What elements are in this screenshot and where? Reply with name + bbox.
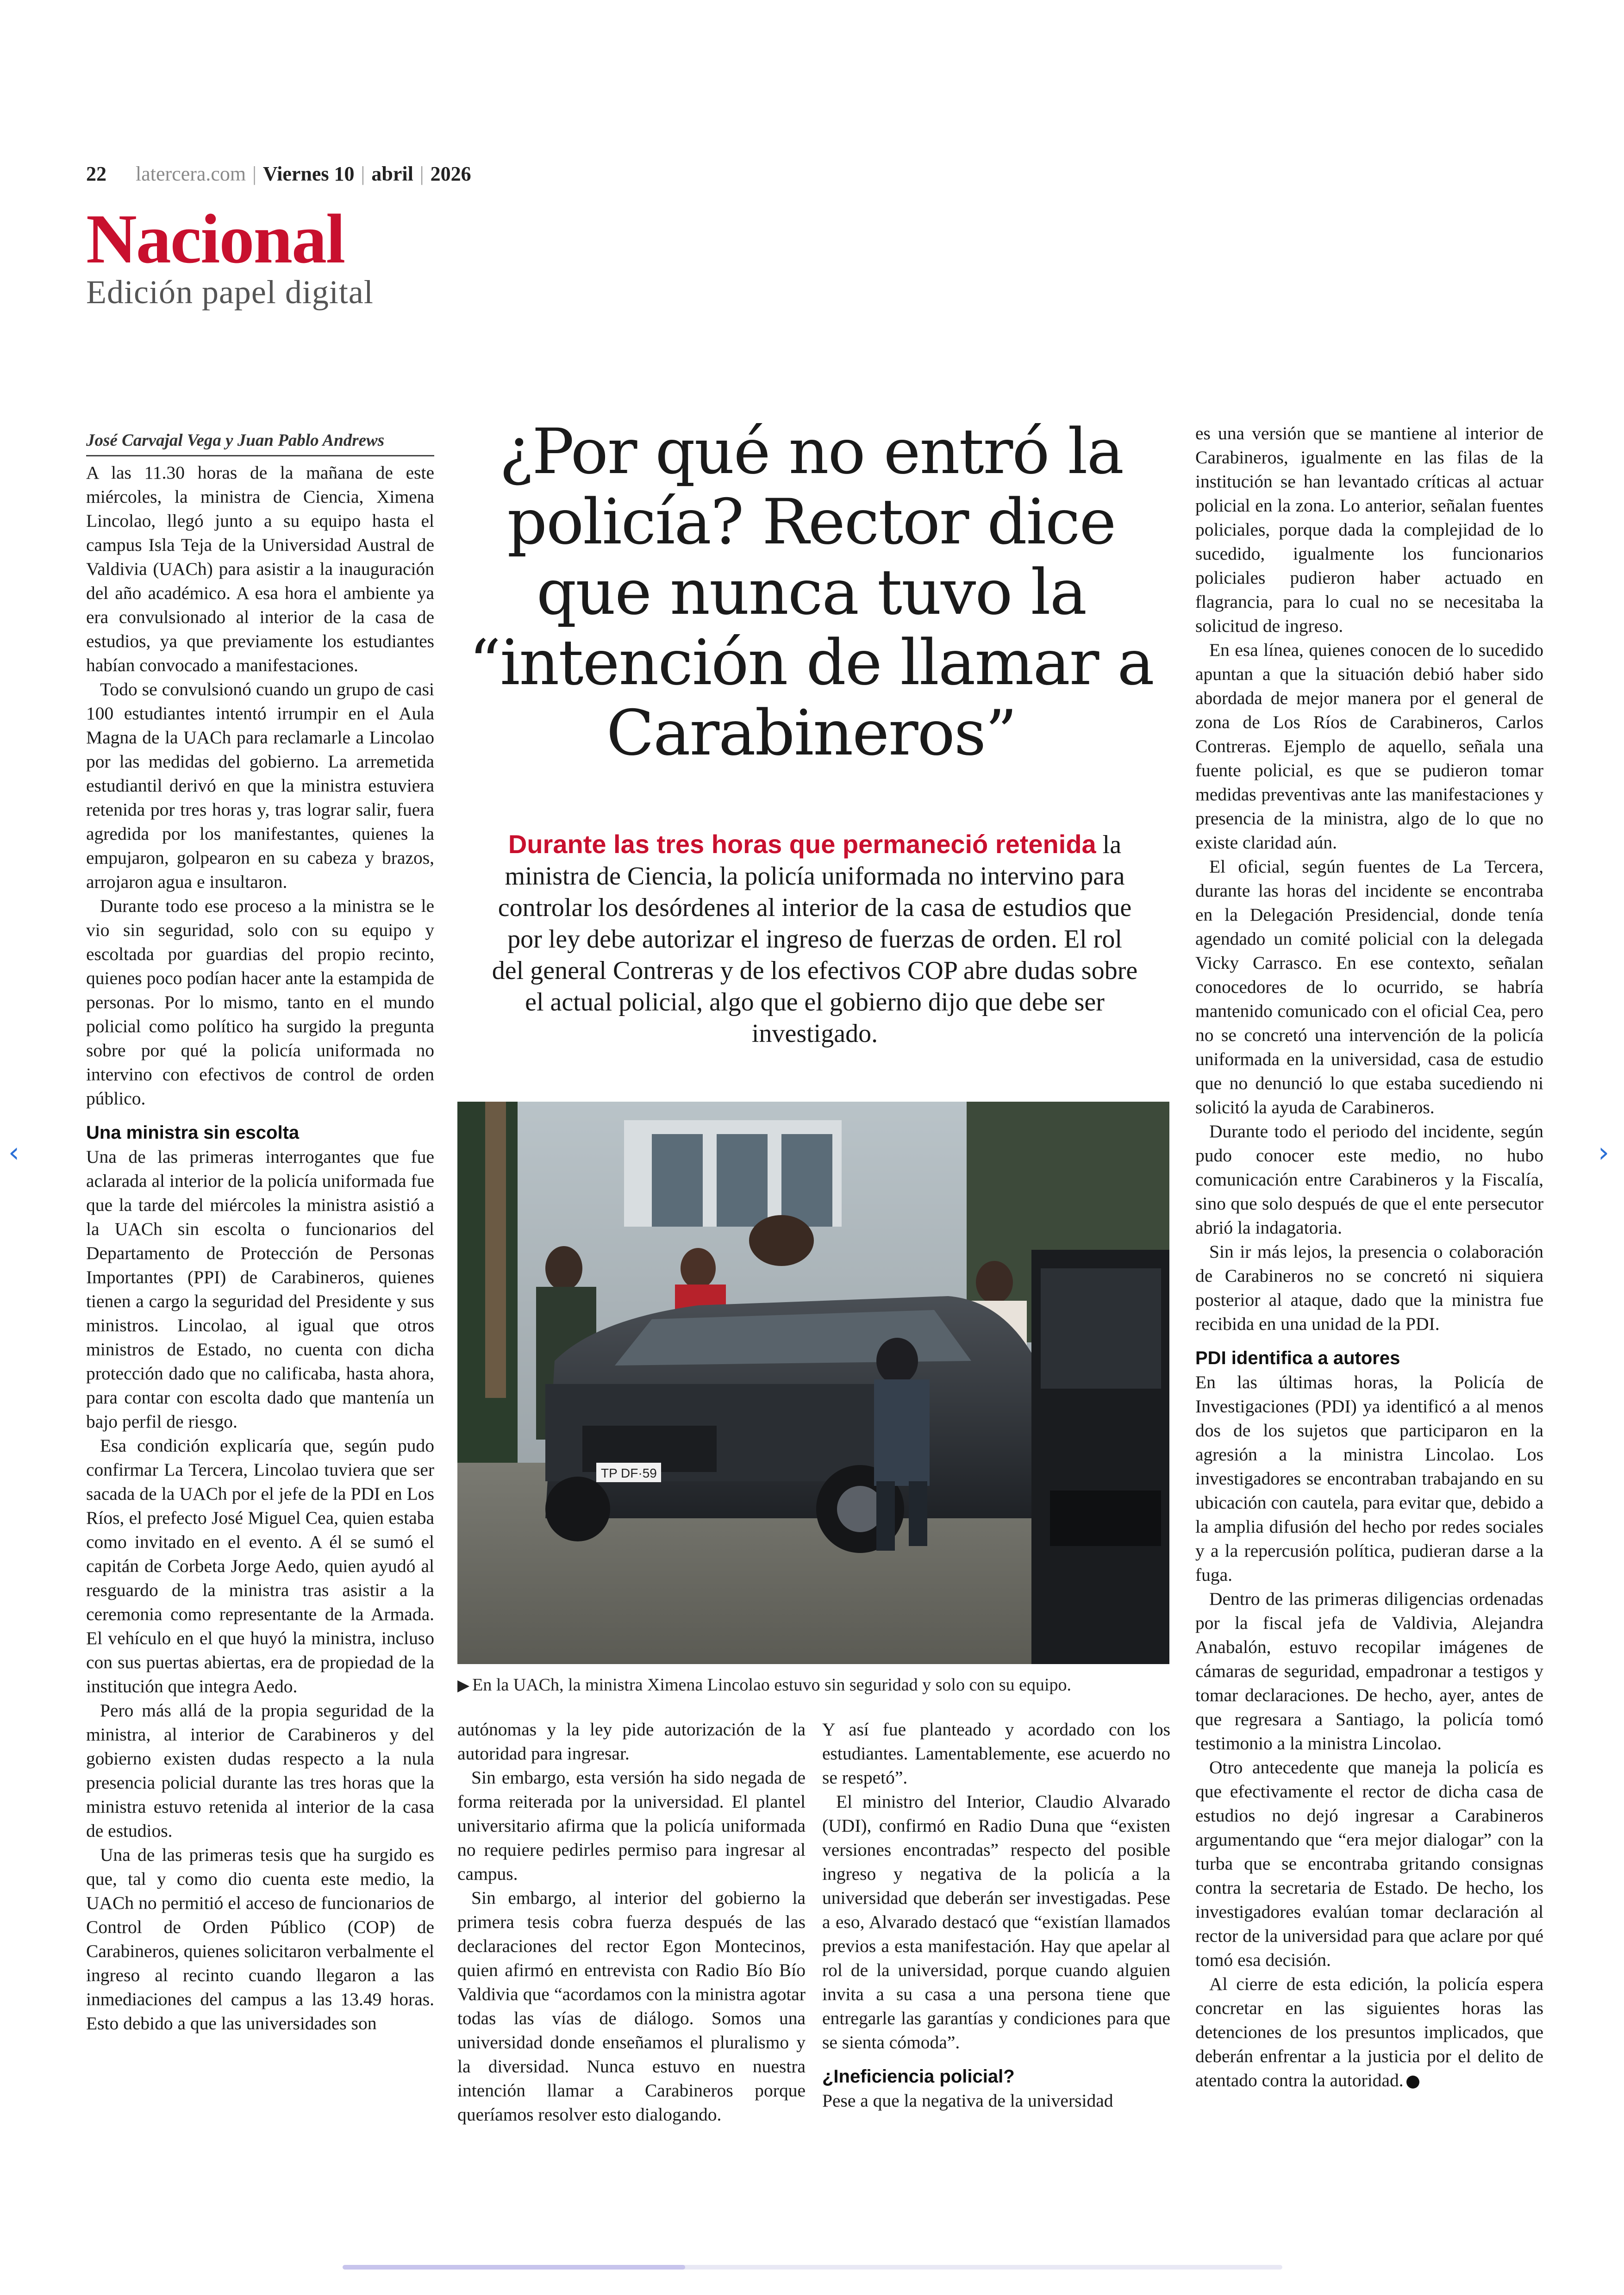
paragraph: Una de las primeras tesis que ha surgido es que, tal y como dio cuenta este medio, la UACh no permitió el acceso de funcionarios de Control de Orden Público (COP) de Carabineros, quienes solicitaron verbalmente el ingreso al recinto cuando llegaron a las inmediaciones del campus a las 13.49 horas. Esto debido a que las universidades son [86,1845,434,2033]
issue-month: abril [371,162,413,185]
paragraph: Sin embargo, al interior del gobierno la primera tesis cobra fuerza después de las declaraciones del rector Egon Montecinos, quien afirmó en entrevista con Radio Bío Bío Valdivia que “acordamos con la ministra agotar todas las vías de diálogo. Somos una universidad donde enseñamos el pluralismo y la diversidad. Nunca estuvo en nuestra intención llamar a Carabineros porque queríamos resolver esto dialogando. [457,1888,806,2125]
paragraph-text: Al cierre de esta edición, la policía espera concretar en las siguientes horas las detenciones de los presuntos implicados, que deberán enfrentar a la justicia por el delito de atentado contra la autoridad. [1195,1974,1543,2090]
paragraph: A las 11.30 horas de la mañana de este miércoles, la ministra de Ciencia, Ximena Lincolao, llegó junto a su equipo hasta el campus Isla Teja de la Universidad Austral de Valdivia (UACh) para asistir a la inauguración del año académico. A esa hora el ambiente ya era convulsionado al interior de la casa de estudios, ya que previamente los estudiantes habían convocado a manifestaciones. [86,462,434,675]
paragraph: Dentro de las primeras diligencias ordenadas por la fiscal jefa de Valdivia, Alejandra Anabalón, estuvo recopilar imágenes de cámaras de seguridad, empadronar a testigos y tomar declaraciones. De hecho, ayer, antes de que regresara a Santiago, la policía tomó testimonio a la ministra Lincolao. [1195,1589,1543,1753]
license-plate: TP DF·59 [601,1466,657,1480]
subheading: ¿Ineficiencia policial? [822,2066,1015,2087]
header-divider: | [252,162,256,185]
paragraph: autónomas y la ley pide autorización de la autoridad para ingresar. [457,1719,806,1764]
horizontal-scrollbar[interactable] [343,2265,1282,2270]
article-column-1 [86,461,434,2035]
header-divider: | [419,162,424,185]
page-header [86,162,471,186]
article-column-4 [1195,421,1543,2092]
caption-text: En la UACh, la ministra Ximena Lincolao estuvo sin seguridad y solo con su equipo. [472,1675,1072,1695]
issue-year: 2026 [430,162,471,185]
paragraph: Durante todo ese proceso a la ministra se le vio sin seguridad, solo con su equipo y escoltada por guardias del propio recinto, quienes poco podían hacer ante la estampida de personas. Por lo mismo, tanto en el mundo policial como político ha surgido la pregunta sobre por qué la policía uniformada no intervino con efectivos de control de orden público. [86,896,434,1109]
paragraph: En las últimas horas, la Policía de Investigaciones (PDI) ya identificó a al menos dos de los sujetos que participaron en la agresión a la ministra Lincolao. Los investigadores se encontraban trabajando en su ubicación con cautela, para evitar que, debido a la amplia difusión del hecho por redes sociales y a la repercusión política, pudieran darse a la fuga. [1195,1372,1543,1585]
end-mark-icon [1406,2076,1419,2089]
paragraph: Una de las primeras interrogantes que fue aclarada al interior de la policía uniformada fue que la tarde del miércoles la ministra asistió a la UACh sin escolta o funcionarios del Departamento de Protección de Personas Importantes (PPI) de Carabineros, quienes tienen a cargo la seguridad del Presidente y sus ministros. Lincolao, al igual que otros ministros de Estado, no cuenta con dicha protección dado que no calificaba, hasta ahora, para contar con escolta dado que mantenía un bajo perfil de riesgo. [86,1147,434,1432]
subheading: PDI identifica a autores [1195,1348,1400,1368]
lede [491,829,1139,1049]
paragraph: Pero más allá de la propia seguridad de la ministra, al interior de Carabineros y del gobierno existen dudas respecto a la nula presencia policial durante las tres horas que la ministra estuvo retenida al interior de la casa de estudios. [86,1700,434,1841]
site-name: latercera.com [136,162,246,185]
paragraph: Pese a que la negativa de la universidad [822,2090,1113,2111]
paragraph: El oficial, según fuentes de La Tercera, durante las horas del incidente se encontraba en la Delegación Presidencial, donde tenía agendado un comité policial con la delegada Vicky Carrasco. En ese contexto, señalan conocedores de lo ocurrido, se habría mantenido comunicado con el oficial Cea, pero no se concretó una intervención de la policía uniformada en la universidad, casa de estudio que no denunció lo que estaba sucediendo ni solicitó la ayuda de Carabineros. [1195,856,1543,1117]
paragraph: es una versión que se mantiene al interior de Carabineros, igualmente en las filas de la institución se han levantado críticas al actuar policial en la zona. Lo anterior, señalan fuentes policiales, porque dada la complejidad de lo sucedido, igualmente los funcionarios policiales pudieron haber actuado en flagrancia, para lo cual no se necesitaba la solicitud de ingreso. [1195,423,1543,636]
scrollbar-thumb[interactable] [343,2265,685,2270]
page-number: 22 [86,162,106,185]
paragraph: Esa condición explicaría que, según pudo confirmar La Tercera, Lincolao tuviera que ser sacada de la UACh por el jefe de la PDI en Los Ríos, el prefecto José Miguel Cea, quien estaba como invitado en el evento. A él se sumó el capitán de Corbeta Jorge Aedo, quien ayudó al resguardo de la ministra tras asistir a la ceremonia como representante de la Armada. El vehículo en el que huyó la ministra, incluso con sus puertas abiertas, era de propiedad de la institución que integra Aedo. [86,1435,434,1696]
paragraph: Sin embargo, esta versión ha sido negada de forma reiterada por la universidad. El plantel universitario afirma que la policía uniformada no requiere pedirles permiso para ingresar al campus. [457,1767,806,1884]
lede-text: la ministra de Ciencia, la policía uniformada no intervino para controlar los desórdenes al interior de la casa de estudios que por ley debe autorizar el ingreso de fuerzas de orden. El rol del general Contreras y de los efectivos COP abre dudas sobre el actual policial, algo que el gobierno dijo que debe ser investigado. [492,830,1138,1048]
photo-caption [457,1675,1170,1695]
section-subtitle: Edición papel digital [86,274,374,311]
article-column-2 [457,1717,806,2127]
paragraph: El ministro del Interior, Claudio Alvarado (UDI), confirmó en Radio Duna que “existen versiones encontradas” respecto del posible ingreso y negativa de la policía a la universidad que deberán ser investigadas. Pese a eso, Alvarado destacó que “existían llamados previos a esta manifestación. Hay que apelar al rol de la universidad, porque cuando alguien invita a su casa a una persona tiene que entregarle las garantías y condiciones para que se sienta cómoda”. [822,1791,1170,2052]
paragraph: Otro antecedente que maneja la policía es que efectivamente el rector de dicha casa de estudios no dejó ingresar a Carabineros argumentando que “era mejor dialogar” con la turba que se encontraba gritando consignas contra la secretaria de Estado. De hecho, los investigadores evalúan tomar declaración al rector de la universidad para que aclare por qué tomó esa decisión. [1195,1757,1543,1970]
article-photo [457,1102,1169,1664]
header-divider: | [361,162,365,185]
paragraph: Y así fue planteado y acordado con los estudiantes. Lamentablemente, ese acuerdo no se respetó”. [822,1719,1170,1788]
caption-arrow-icon: ▶ [457,1677,470,1694]
paragraph: Durante todo el periodo del incidente, según pudo conocer este medio, no hubo comunicación entre Carabineros y la Fiscalía, sino que solo después de que el ente persecutor abrió la indagatoria. [1195,1121,1543,1238]
byline: José Carvajal Vega y Juan Pablo Andrews [86,430,434,456]
photo-illustration [457,1102,1169,1664]
article-column-3 [822,1717,1170,2113]
chevron-right-icon[interactable]: › [1598,1136,1609,1169]
paragraph: Todo se convulsionó cuando un grupo de casi 100 estudiantes intentó irrumpir en el Aula Magna de la UACh para reclamarle a Lincolao por las medidas del gobierno. La arremetida estudiantil derivó en que la ministra estuviera retenida por tres horas y, tras lograr salir, fuera agredida por los manifestantes, quienes la empujaron, golpearon en su cabeza y brazos, arrojaron agua e insultaron. [86,679,434,892]
section-title: Nacional [86,200,345,278]
headline: ¿Por qué no entró la policía? Rector dice que nunca tuvo la “intención de llamar a Carabineros” [469,415,1154,769]
paragraph [1195,1972,1543,2092]
paragraph: En esa línea, quienes conocen de lo sucedido apuntan a que la situación debió haber sido abordada de mejor manera por el general de zona de Los Ríos de Carabineros, Carlos Contreras. Ejemplo de aquello, señala una fuente policial, es que se pudieron tomar medidas preventivas ante las manifestaciones y presencia de la ministra, algo de lo que no existe claridad aún. [1195,640,1543,853]
issue-day: Viernes 10 [262,162,355,185]
paragraph: Sin ir más lejos, la presencia o colaboración de Carabineros no se concretó ni siquiera posterior al ataque, dado que la ministra fue recibida en una unidad de la PDI. [1195,1241,1543,1334]
lede-highlight: Durante las tres horas que permaneció retenida [508,829,1096,859]
subheading: Una ministra sin escolta [86,1123,300,1143]
chevron-left-icon[interactable]: ‹ [8,1136,19,1169]
